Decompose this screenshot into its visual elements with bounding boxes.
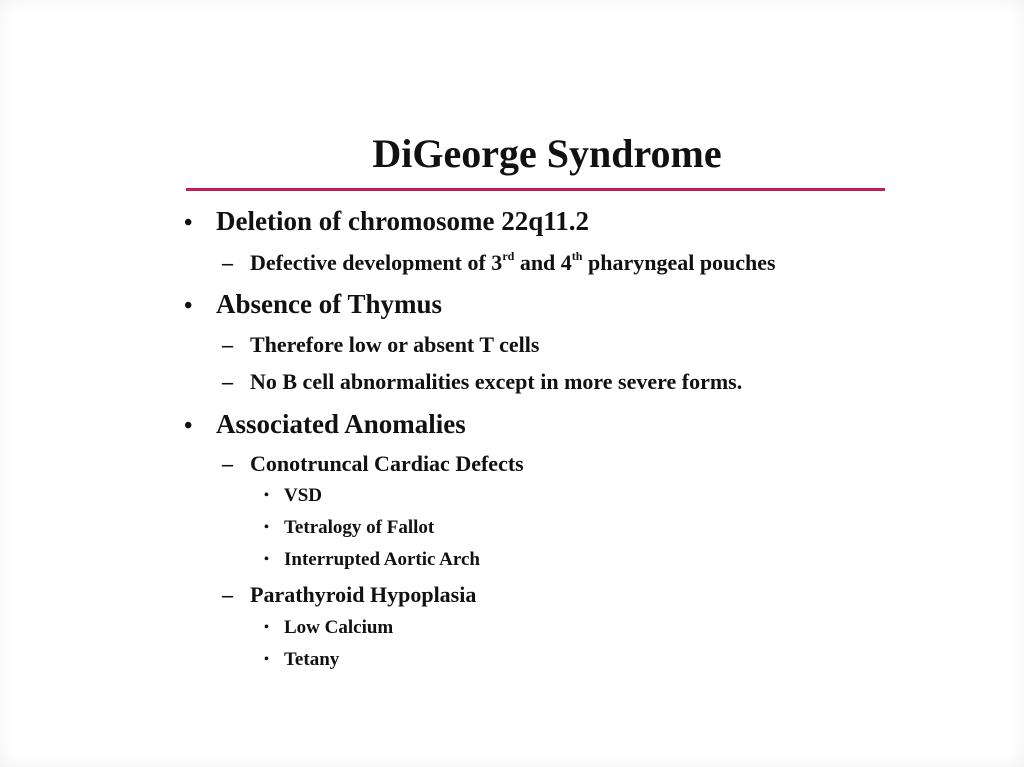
slide-title: DiGeorge Syndrome [372,131,722,176]
sub-sub-bullet-item [264,648,339,672]
sub-sub-bullet-item [264,516,434,540]
bullet-text: Absence of Thymus [216,289,443,319]
bullet-text: Deletion of chromosome 22q11.2 [216,206,589,236]
dash-icon: – [222,369,233,394]
bullet-dot-icon: • [264,652,269,667]
sub-bullet-text: Conotruncal Cardiac Defects [250,451,524,476]
bullet-text: Associated Anomalies [216,409,466,439]
sub-sub-bullet-item [264,548,480,572]
sub-bullet-text: Defective development of 3rd and 4th pharyngeal pouches [250,249,776,275]
bullet-item [184,408,466,442]
dash-icon: – [222,250,233,275]
sub-bullet-text: No B cell abnormalities except in more severe forms. [250,369,743,394]
bullet-dot-icon: • [264,520,269,535]
title-divider [186,188,885,191]
bullet-dot-icon: • [264,552,269,567]
dash-icon: – [222,582,233,607]
sub-bullet-item [222,368,742,396]
sub-sub-bullet-text: Tetany [284,649,340,670]
sub-bullet-item [222,450,524,478]
dash-icon: – [222,332,233,357]
bullet-dot-icon: • [264,488,269,503]
sub-bullet-item [222,249,776,277]
sub-sub-bullet-text: Interrupted Aortic Arch [284,549,480,570]
bullet-dot-icon: • [264,620,269,635]
sub-bullet-item [222,331,539,359]
sub-bullet-item [222,581,476,609]
dash-icon: – [222,451,233,476]
bullet-dot-icon: • [184,293,193,319]
bullet-item [184,288,442,322]
bullet-dot-icon: • [184,210,193,236]
sub-sub-bullet-text: VSD [284,485,323,506]
sub-sub-bullet-text: Low Calcium [284,617,394,638]
sub-sub-bullet-item [264,616,393,640]
sub-sub-bullet-item [264,484,322,508]
sub-bullet-text: Parathyroid Hypoplasia [250,582,477,607]
bullet-dot-icon: • [184,413,193,439]
sub-bullet-text: Therefore low or absent T cells [250,332,540,357]
sub-sub-bullet-text: Tetralogy of Fallot [284,517,435,538]
bullet-item [184,205,589,239]
